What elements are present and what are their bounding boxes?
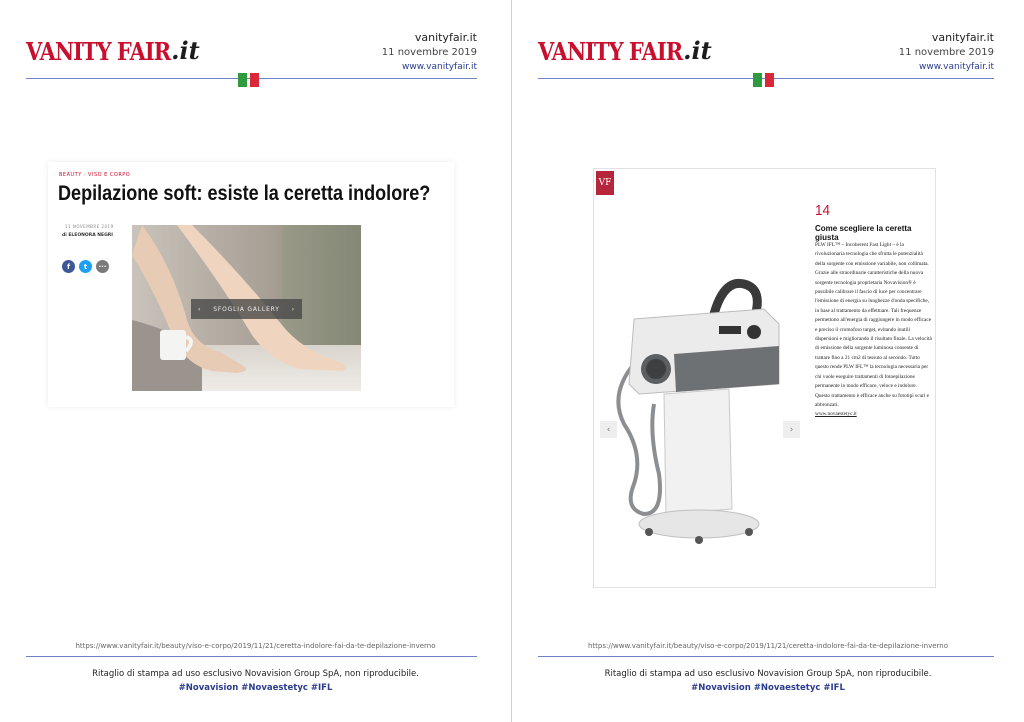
slide-body — [815, 241, 933, 420]
vf-badge: VF — [596, 171, 614, 195]
logo-wordmark: VANITY FAIR — [538, 37, 683, 66]
author-byline[interactable]: di ELEONORA NEGRI — [62, 233, 113, 238]
header-site: vanityfair.it — [931, 31, 994, 44]
slide-body-text: PLW IFL™ – Incoherent Fast Light – è la rivoluzionaria tecnologia che sfrutta le potenzialità della sorgente con emissione variabile, non collimata. Grazie alle straordinarie caratteristiche della nuova sorgente tecnologia proprietaria Novavision® è possibile calibrare il fascio di luce per concentrare l'emissione di energia su lunghezze d'onda specifiche, in base al trattamento da effettuare. Tali frequenze permettono all'energia di raggiungere in modo efficace e preciso il cromoforo target, evitando inutili dispersioni e migliorando il risultato finale. La velocità di emissione della sorgente luminosa consente di trattare fino a 21 cm2 di tessuto al secondo. Tutto questo rende PLW IFL™ la tecnologia necessaria per chi vuole eseguire trattamenti di fotoepilazione permanente in modo efficace, veloce e indolore. Questo trattamento è efficace anche su fototipi scuri e abbronzati. — [815, 242, 932, 408]
next-slide-button[interactable] — [783, 421, 800, 438]
footer-disclaimer: Ritaglio di stampa ad uso esclusivo Novavision Group SpA, non riproducibile. — [604, 669, 932, 679]
gallery-button[interactable] — [191, 299, 302, 319]
chevron-left-icon: ‹ — [198, 305, 202, 313]
gallery-slide — [593, 168, 936, 588]
header-date: 11 novembre 2019 — [898, 47, 994, 58]
footer-disclaimer: Ritaglio di stampa ad uso esclusivo Novavision Group SpA, non riproducibile. — [92, 669, 419, 679]
footer-rule — [538, 656, 994, 657]
facebook-icon[interactable]: f — [62, 260, 75, 273]
header-date: 11 novembre 2019 — [381, 47, 477, 58]
footer-rule — [26, 656, 477, 657]
header-meta — [382, 30, 477, 75]
product-image — [604, 274, 794, 564]
italian-flag-icon — [753, 73, 774, 87]
header-url[interactable]: www.vanityfair.it — [919, 62, 994, 72]
more-icon[interactable]: ··· — [96, 260, 109, 273]
chevron-right-icon: › — [291, 305, 295, 313]
vanityfair-logo — [26, 36, 200, 65]
slide-subtitle: Come scegliere la ceretta giusta — [815, 224, 912, 242]
italian-flag-icon — [238, 73, 259, 87]
article-clipping — [48, 162, 454, 407]
vanityfair-logo — [538, 36, 712, 65]
header-site: vanityfair.it — [414, 31, 477, 44]
chevron-left-icon: ‹ — [606, 424, 611, 435]
header-meta — [899, 30, 994, 75]
prev-slide-button[interactable] — [600, 421, 617, 438]
source-url[interactable]: https://www.vanityfair.it/beauty/viso-e-corpo/2019/11/21/ceretta-indolore-fai-da-te-depilazione-inverno — [75, 642, 436, 650]
logo-suffix: .it — [683, 36, 712, 65]
footer-hashtags: #Novavision #Novaestetyc #IFL — [691, 683, 845, 693]
logo-suffix: .it — [171, 36, 200, 65]
novaestetyc-link[interactable]: www.novaestetyc.it — [815, 411, 857, 418]
gallery-button-label: SFOGLIA GALLERY — [213, 305, 280, 313]
breadcrumb[interactable]: BEAUTY · VISO E CORPO — [59, 172, 131, 178]
ipl-device-illustration — [604, 274, 794, 564]
article-headline: Depilazione soft: esiste la ceretta indolore? — [58, 182, 431, 205]
share-buttons — [62, 260, 109, 273]
slide-number: 14 — [815, 202, 831, 219]
article-hero-image[interactable] — [132, 225, 361, 391]
header-url[interactable]: www.vanityfair.it — [402, 62, 477, 72]
source-url[interactable]: https://www.vanityfair.it/beauty/viso-e-corpo/2019/11/21/ceretta-indolore-fai-da-te-depilazione-inverno — [587, 642, 949, 650]
page-right — [512, 0, 1024, 722]
publish-date: 11 NOVEMBRE 2019 — [65, 224, 114, 229]
footer-hashtags: #Novavision #Novaestetyc #IFL — [178, 683, 333, 693]
chevron-right-icon: › — [789, 424, 794, 435]
twitter-icon[interactable]: t — [79, 260, 92, 273]
logo-wordmark: VANITY FAIR — [26, 37, 171, 66]
